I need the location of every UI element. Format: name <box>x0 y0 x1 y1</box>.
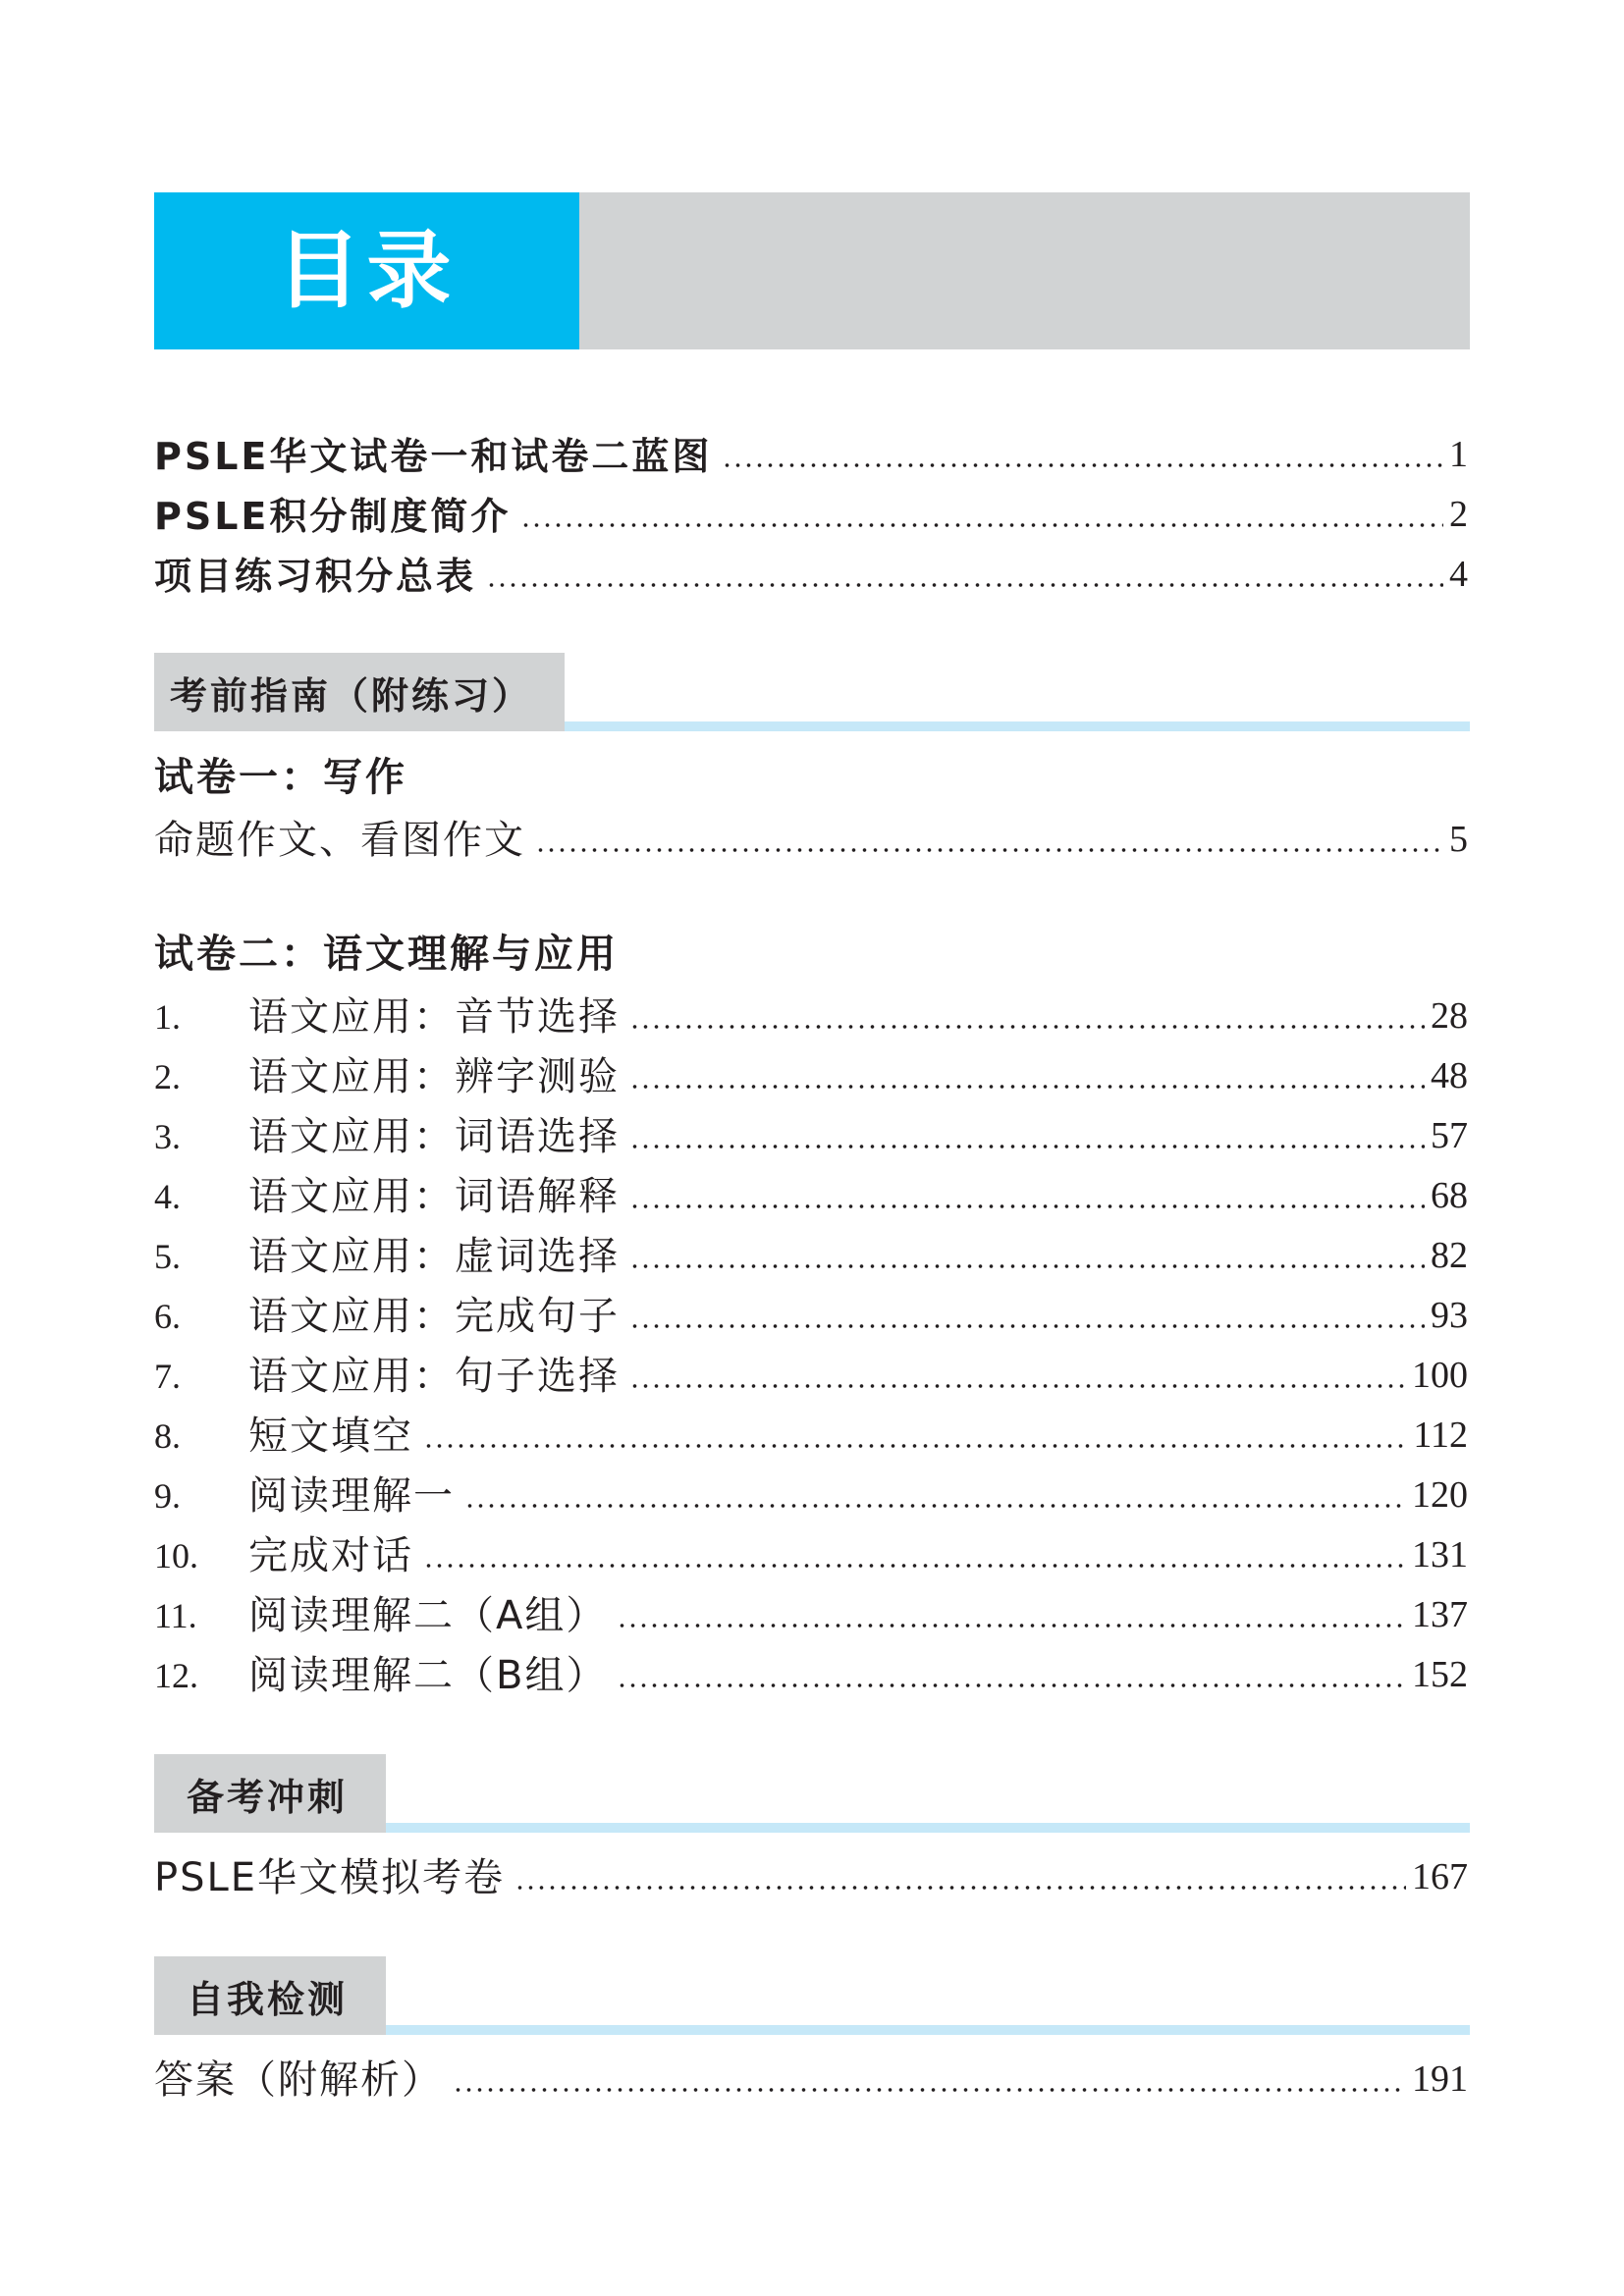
subsection-heading-paper1: 试卷一：写作 <box>154 755 407 800</box>
dot-leader <box>535 846 1443 854</box>
toc-entry-item-4[interactable] <box>154 1167 1468 1219</box>
section-heading-box <box>154 1956 386 2035</box>
toc-entry-page: 93 <box>1431 1295 1468 1336</box>
dot-leader <box>423 1442 1407 1450</box>
toc-entry-page: 191 <box>1412 2058 1468 2100</box>
toc-entry-item-12[interactable] <box>154 1646 1468 1698</box>
toc-entry-label: 阅读理解一 <box>248 1473 455 1519</box>
toc-entry-page: 2 <box>1449 494 1468 535</box>
toc-entry-page: 167 <box>1412 1856 1468 1897</box>
section-underline-bar <box>386 1823 1470 1833</box>
toc-entry-page: 28 <box>1431 995 1468 1037</box>
dot-leader <box>629 1322 1425 1330</box>
section-heading-label: 自我检测 <box>187 1977 349 2021</box>
title-banner <box>154 192 1470 349</box>
toc-entry-item-3[interactable] <box>154 1107 1468 1159</box>
toc-entry-number: 12. <box>154 1656 198 1695</box>
section-underline-bar <box>386 2025 1470 2035</box>
dot-leader <box>629 1202 1425 1210</box>
toc-entry-number: 1. <box>154 997 181 1037</box>
toc-entry-number: 5. <box>154 1237 181 1276</box>
toc-entry-page: 152 <box>1412 1654 1468 1695</box>
toc-entry-page: 57 <box>1431 1115 1468 1156</box>
toc-entry-label: 语文应用：辨字测验 <box>248 1054 620 1099</box>
toc-entry-item-7[interactable] <box>154 1347 1468 1399</box>
dot-leader <box>629 1083 1425 1091</box>
toc-entry-number: 3. <box>154 1117 181 1156</box>
toc-entry-page: 5 <box>1449 819 1468 860</box>
section-heading-self-test <box>154 1956 1470 2035</box>
dot-leader <box>629 1023 1425 1031</box>
toc-entry-item-1[interactable] <box>154 988 1468 1040</box>
toc-entry-page: 1 <box>1449 434 1468 475</box>
toc-entry-label: 完成对话 <box>248 1533 413 1578</box>
toc-entry-page: 82 <box>1431 1235 1468 1276</box>
toc-entry-label: PSLE华文模拟考卷 <box>154 1855 506 1900</box>
section-heading-exam-guide <box>154 653 1470 731</box>
dot-leader <box>617 1622 1406 1629</box>
toc-entry-scoring-system[interactable] <box>154 486 1468 538</box>
section-heading-label: 考前指南（附练习） <box>170 673 533 718</box>
dot-leader <box>617 1682 1406 1689</box>
section-underline-bar <box>565 721 1470 731</box>
toc-entry-label: 语文应用：词语解释 <box>248 1174 620 1219</box>
toc-entry-number: 4. <box>154 1177 181 1216</box>
toc-entry-number: 7. <box>154 1357 181 1396</box>
toc-entry-number: 11. <box>154 1596 197 1635</box>
dot-leader <box>629 1382 1406 1390</box>
dot-leader <box>464 1502 1406 1510</box>
dot-leader <box>453 2086 1406 2094</box>
page-title: 目录 <box>276 222 458 320</box>
section-heading-box <box>154 653 565 731</box>
toc-entry-item-2[interactable] <box>154 1047 1468 1099</box>
dot-leader <box>514 1884 1406 1892</box>
toc-entry-answers[interactable] <box>154 2051 1468 2103</box>
toc-entry-label: 短文填空 <box>248 1414 413 1459</box>
toc-entry-item-8[interactable] <box>154 1407 1468 1459</box>
toc-entry-item-5[interactable] <box>154 1227 1468 1279</box>
toc-entry-label: 阅读理解二（A组） <box>248 1593 608 1638</box>
toc-entry-number: 9. <box>154 1476 181 1516</box>
toc-entry-label: 语文应用：词语选择 <box>248 1114 620 1159</box>
toc-entry-page: 120 <box>1412 1474 1468 1516</box>
toc-entry-number: 10. <box>154 1536 198 1575</box>
toc-entry-page: 4 <box>1449 554 1468 595</box>
dot-leader <box>722 461 1443 469</box>
toc-entry-label: 语文应用：句子选择 <box>248 1354 620 1399</box>
toc-entry-blueprint[interactable] <box>154 426 1468 478</box>
toc-entry-page: 68 <box>1431 1175 1468 1216</box>
toc-entry-number: 8. <box>154 1416 181 1456</box>
dot-leader <box>423 1562 1406 1570</box>
toc-entry-composition[interactable] <box>154 811 1468 863</box>
toc-entry-label: PSLE华文试卷一和试卷二蓝图 <box>154 435 713 478</box>
toc-entry-label: 语文应用：虚词选择 <box>248 1234 620 1279</box>
toc-entry-item-6[interactable] <box>154 1287 1468 1339</box>
toc-entry-mock-exam[interactable] <box>154 1848 1468 1900</box>
toc-entry-label: 语文应用：音节选择 <box>248 994 620 1040</box>
section-heading-label: 备考冲刺 <box>187 1775 349 1819</box>
toc-entry-page: 137 <box>1412 1594 1468 1635</box>
toc-entry-label: PSLE积分制度简介 <box>154 495 512 538</box>
toc-entry-number: 2. <box>154 1057 181 1096</box>
toc-entry-item-9[interactable] <box>154 1467 1468 1519</box>
toc-entry-label: 语文应用：完成句子 <box>248 1294 620 1339</box>
toc-entry-page: 131 <box>1412 1534 1468 1575</box>
dot-leader <box>520 521 1443 529</box>
toc-entry-label: 答案（附解析） <box>154 2057 443 2103</box>
subsection-heading-paper2: 试卷二：语文理解与应用 <box>154 932 619 977</box>
dot-leader <box>629 1143 1425 1150</box>
section-heading-box <box>154 1754 386 1833</box>
toc-entry-item-10[interactable] <box>154 1526 1468 1578</box>
toc-entry-number: 6. <box>154 1297 181 1336</box>
dot-leader <box>486 581 1443 589</box>
toc-entry-label: 命题作文、看图作文 <box>154 818 525 863</box>
title-banner-accent <box>154 192 579 349</box>
toc-entry-page: 48 <box>1431 1055 1468 1096</box>
toc-entry-page: 112 <box>1413 1415 1468 1456</box>
toc-entry-page: 100 <box>1412 1355 1468 1396</box>
toc-entry-label: 项目练习积分总表 <box>154 555 477 598</box>
toc-entry-label: 阅读理解二（B组） <box>248 1653 608 1698</box>
toc-entry-item-11[interactable] <box>154 1586 1468 1638</box>
toc-entry-score-summary[interactable] <box>154 546 1468 598</box>
section-heading-final-sprint <box>154 1754 1470 1833</box>
dot-leader <box>629 1262 1425 1270</box>
